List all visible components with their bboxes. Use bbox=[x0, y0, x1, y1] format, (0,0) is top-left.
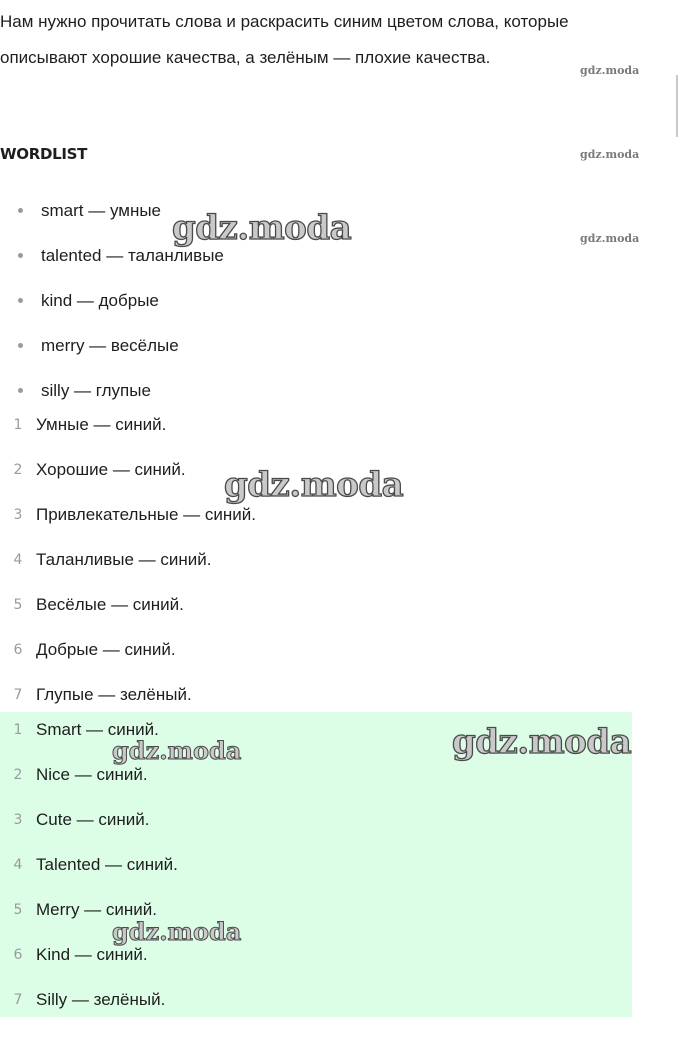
list-item bbox=[0, 582, 256, 627]
bullet-icon bbox=[18, 343, 23, 348]
bullet-icon bbox=[18, 298, 23, 303]
item-text: Talented — синий. bbox=[36, 854, 178, 874]
item-number: 5 bbox=[13, 596, 23, 613]
answer-list-russian bbox=[0, 402, 256, 717]
item-text: Хорошие — синий. bbox=[36, 459, 186, 479]
watermark-logo: gdz.moda bbox=[224, 465, 404, 505]
item-number: 2 bbox=[13, 461, 23, 478]
bullet-icon bbox=[18, 208, 23, 213]
wordlist-item-text: silly — глупые bbox=[41, 380, 151, 400]
wordlist-heading: WORDLIST bbox=[0, 145, 88, 163]
item-number: 6 bbox=[13, 641, 23, 658]
list-item bbox=[0, 323, 224, 368]
watermark-logo: gdz.moda bbox=[112, 917, 242, 946]
watermark-logo: gdz.moda bbox=[172, 208, 352, 248]
item-text: Smart — синий. bbox=[36, 719, 159, 739]
wordlist-item-text: merry — весёлые bbox=[41, 335, 179, 355]
wordlist-item-text: smart — умные bbox=[41, 200, 162, 220]
item-text: Весёлые — синий. bbox=[36, 594, 184, 614]
item-number: 4 bbox=[13, 856, 23, 873]
item-text: Silly — зелёный. bbox=[36, 989, 166, 1009]
item-number: 3 bbox=[13, 811, 23, 828]
list-item bbox=[0, 447, 256, 492]
item-number: 1 bbox=[13, 721, 23, 738]
item-text: Таланливые — синий. bbox=[36, 549, 212, 569]
item-number: 7 bbox=[13, 991, 23, 1008]
list-item bbox=[0, 278, 224, 323]
list-item bbox=[0, 797, 178, 842]
item-text: Cute — синий. bbox=[36, 809, 150, 829]
item-text: Nice — синий. bbox=[36, 764, 148, 784]
item-text: Добрые — синий. bbox=[36, 639, 176, 659]
list-item bbox=[0, 627, 256, 672]
item-text: Merry — синий. bbox=[36, 899, 157, 919]
item-text: Kind — синий. bbox=[36, 944, 148, 964]
item-number: 1 bbox=[13, 416, 23, 433]
bullet-icon bbox=[18, 253, 23, 258]
item-number: 2 bbox=[13, 766, 23, 783]
watermark-logo: gdz.moda bbox=[580, 148, 640, 161]
wordlist-item-text: kind — добрые bbox=[41, 290, 159, 310]
item-number: 3 bbox=[13, 506, 23, 523]
watermark-logo: gdz.moda bbox=[580, 232, 640, 245]
list-item bbox=[0, 492, 256, 537]
item-number: 5 bbox=[13, 901, 23, 918]
watermark-logo: gdz.moda bbox=[580, 64, 640, 77]
watermark-logo: gdz.moda bbox=[452, 722, 632, 762]
item-text: Умные — синий. bbox=[36, 414, 167, 434]
list-item bbox=[0, 537, 256, 582]
item-number: 7 bbox=[13, 686, 23, 703]
item-number: 6 bbox=[13, 946, 23, 963]
list-item bbox=[0, 977, 178, 1022]
watermark-logo: gdz.moda bbox=[112, 736, 242, 765]
item-text: Глупые — зелёный. bbox=[36, 684, 192, 704]
bullet-icon bbox=[18, 388, 23, 393]
intro-text: Нам нужно прочитать слова и раскрасить синим цветом слова, которые описывают хорошие качества, а зелёным — плохие качества. bbox=[0, 12, 569, 67]
list-item bbox=[0, 842, 178, 887]
wordlist-item-text: talented — таланливые bbox=[41, 245, 224, 265]
item-text: Привлекательные — синий. bbox=[36, 504, 256, 524]
scrollbar[interactable] bbox=[676, 75, 678, 137]
list-item bbox=[0, 402, 256, 447]
item-number: 4 bbox=[13, 551, 23, 568]
